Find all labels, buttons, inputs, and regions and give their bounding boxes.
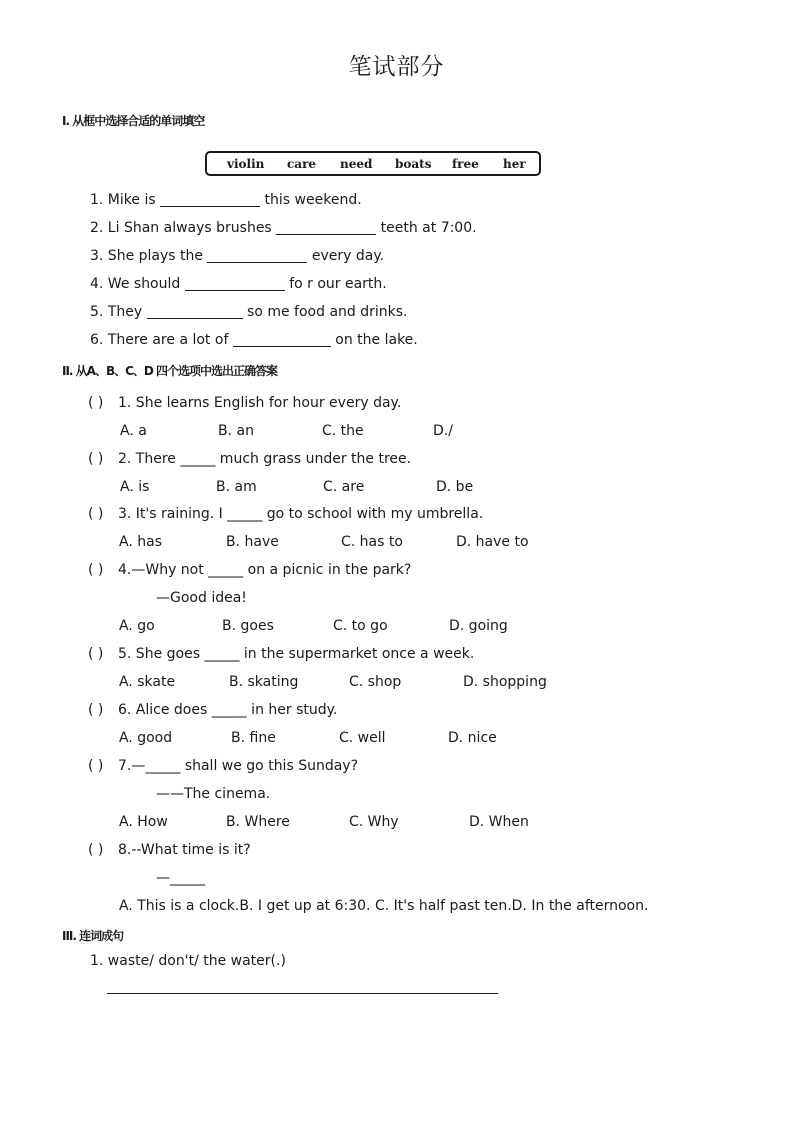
reorder-question-1: 1. waste/ don't/ the water(.) [90,953,286,969]
page-title: 笔试部分 [348,54,445,80]
option-b: B. fine [231,730,276,746]
mc-question-stem: 5. She goes _____ in the supermarket once a week. [118,646,475,662]
option-c: C. well [339,730,386,746]
word-box-item: care [287,157,317,171]
option-a: A. a [120,423,147,439]
answer-paren[interactable]: ( ) [88,646,104,662]
mc-question-stem: 1. She learns English for hour every day. [118,395,402,411]
answer-paren[interactable]: ( ) [88,451,104,467]
option-d: D./ [433,423,453,439]
answer-blank[interactable] [185,276,285,291]
answer-paren[interactable]: ( ) [88,842,104,858]
answer-paren[interactable]: ( ) [88,506,104,522]
option-c: C. the [322,423,364,439]
word-box-item: free [452,157,479,171]
dialogue-reply: ——The cinema. [156,786,271,802]
option-b: B. have [226,534,279,550]
option-d: D. be [436,479,474,495]
answer-paren[interactable]: ( ) [88,562,104,578]
option-b: B. goes [222,618,274,634]
dialogue-reply: —Good idea! [156,590,247,606]
word-box-item: boats [395,157,432,171]
option-c: C. Why [349,814,399,830]
fill-question-2: 2. Li Shan always brushes teeth at 7:00. [90,220,477,236]
answer-paren[interactable]: ( ) [88,758,104,774]
answer-blank[interactable] [207,248,307,263]
option-d: D. When [469,814,529,830]
fill-question-6: 6. There are a lot of on the lake. [90,332,418,348]
option-b: B. am [216,479,257,495]
option-d: D. nice [448,730,497,746]
answer-blank[interactable] [160,192,260,207]
options-line: A. This is a clock.B. I get up at 6:30. C. It's half past ten.D. In the afternoon. [119,898,649,914]
option-a: A. good [119,730,173,746]
option-d: D. have to [456,534,529,550]
option-b: B. Where [226,814,290,830]
option-c: C. are [323,479,365,495]
option-a: A. has [119,534,162,550]
option-a: A. go [119,618,155,634]
option-a: A. is [120,479,150,495]
mc-question-stem: 4.—Why not _____ on a picnic in the park? [118,562,412,578]
answer-paren[interactable]: ( ) [88,395,104,411]
fill-question-5: 5. They so me food and drinks. [90,304,408,320]
mc-question-stem: 2. There _____ much grass under the tree. [118,451,412,467]
option-b: B. an [218,423,254,439]
option-b: B. skating [229,674,299,690]
word-box-item: need [340,157,373,171]
mc-question-stem: 3. It's raining. I _____ go to school with my umbrella. [118,506,484,522]
answer-line[interactable] [107,993,498,994]
answer-blank[interactable] [276,220,376,235]
answer-blank[interactable] [147,304,243,319]
fill-question-1: 1. Mike is this weekend. [90,192,362,208]
answer-paren[interactable]: ( ) [88,702,104,718]
fill-question-4: 4. We should fo r our earth. [90,276,387,292]
section-2-heading: II. 从A、B、C、D 四个选项中选出正确答案 [62,364,278,378]
mc-question-stem: 7.—_____ shall we go this Sunday? [118,758,359,774]
answer-blank[interactable] [233,332,331,347]
section-1-heading: I. 从框中选择合适的单词填空 [62,114,205,128]
fill-question-3: 3. She plays the every day. [90,248,385,264]
option-a: A. skate [119,674,176,690]
mc-question-stem: 8.--What time is it? [118,842,251,858]
word-box-item: violin [227,157,265,171]
option-a: A. How [119,814,168,830]
option-d: D. going [449,618,508,634]
option-c: C. to go [333,618,388,634]
word-box-item: her [503,157,526,171]
word-box [205,151,541,176]
option-c: C. has to [341,534,403,550]
section-3-heading: III. 连词成句 [62,929,124,943]
dialogue-reply: —_____ [156,870,205,886]
option-d: D. shopping [463,674,547,690]
mc-question-stem: 6. Alice does _____ in her study. [118,702,338,718]
option-c: C. shop [349,674,402,690]
